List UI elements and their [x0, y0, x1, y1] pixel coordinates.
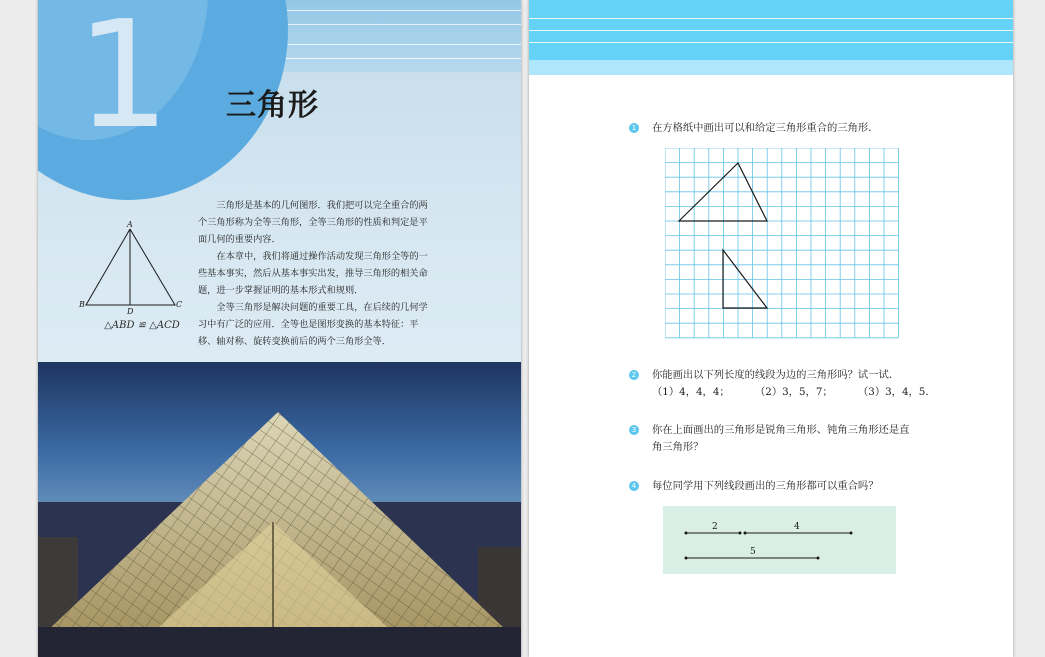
- segment-label-2: 2: [712, 522, 718, 532]
- vertex-label-a: A: [127, 220, 133, 229]
- task-2-lengths: [652, 384, 958, 401]
- chapter-number: 1: [76, 0, 171, 161]
- task-1: [631, 120, 879, 137]
- intro-paragraph: 三角形是基本的几何图形．我们把可以完全重合的两个三角形称为全等三角形，全等三角形的性质和判定是平面几何的重要内容．: [198, 200, 428, 245]
- louvre-pyramid-photo: [38, 362, 521, 657]
- task-1-bullet: 1: [629, 123, 639, 133]
- length-set-1: （1）4，4，4；: [652, 386, 730, 398]
- segment-lengths-panel: [663, 506, 896, 574]
- task-2-bullet: 2: [629, 370, 639, 380]
- right-page: [529, 0, 1013, 657]
- task-2-text: 你能画出以下列长度的线段为边的三角形吗？试一试．: [652, 369, 900, 381]
- intro-paragraph: 全等三角形是解决问题的重要工具，在后续的几何学习中有广泛的应用．全等也是图形变换的基本特征：平移、轴对称、旋转变换前后的两个三角形全等．: [198, 302, 428, 347]
- length-set-2: （2）3，5，7；: [754, 386, 833, 398]
- vertex-label-b: B: [79, 300, 85, 309]
- intro-paragraph: 在本章中，我们将通过操作活动发现三角形全等的一些基本事实，然后从基本事实出发，推导三角形的相关命题，进一步掌握证明的基本形式和规则．: [198, 251, 428, 296]
- left-page: [38, 0, 521, 657]
- length-set-3: （3）3，4，5．: [857, 386, 936, 398]
- right-header-sub-band: [529, 60, 1013, 75]
- segments-figure: [663, 506, 896, 574]
- chapter-intro: [198, 197, 434, 350]
- pyramid-illustration: [38, 362, 521, 657]
- right-header-band: [529, 0, 1013, 60]
- task-1-text: 在方格纸中画出可以和给定三角形重合的三角形．: [652, 122, 879, 134]
- chapter-title: 三角形: [226, 88, 319, 123]
- task-4: [631, 478, 879, 495]
- task-4-text: 每位同学用下列线段画出的三角形都可以重合吗？: [652, 480, 879, 492]
- task-3-line-1: 你在上面画出的三角形是锐角三角形、钝角三角形还是直: [652, 424, 910, 436]
- task-3: [631, 422, 961, 456]
- square-grid-paper: [665, 148, 899, 340]
- congruence-caption: △ABD ≌ △ACD: [104, 320, 180, 331]
- task-3-bullet: 3: [629, 425, 639, 435]
- vertex-label-c: C: [176, 300, 183, 309]
- segment-label-5: 5: [750, 547, 756, 557]
- task-4-bullet: 4: [629, 481, 639, 491]
- task-3-line-2: 角三角形？: [652, 441, 704, 453]
- isosceles-triangle-figure: [78, 215, 198, 320]
- vertex-label-d: D: [127, 307, 134, 316]
- task-2: [631, 367, 958, 401]
- segment-label-4: 4: [794, 522, 800, 532]
